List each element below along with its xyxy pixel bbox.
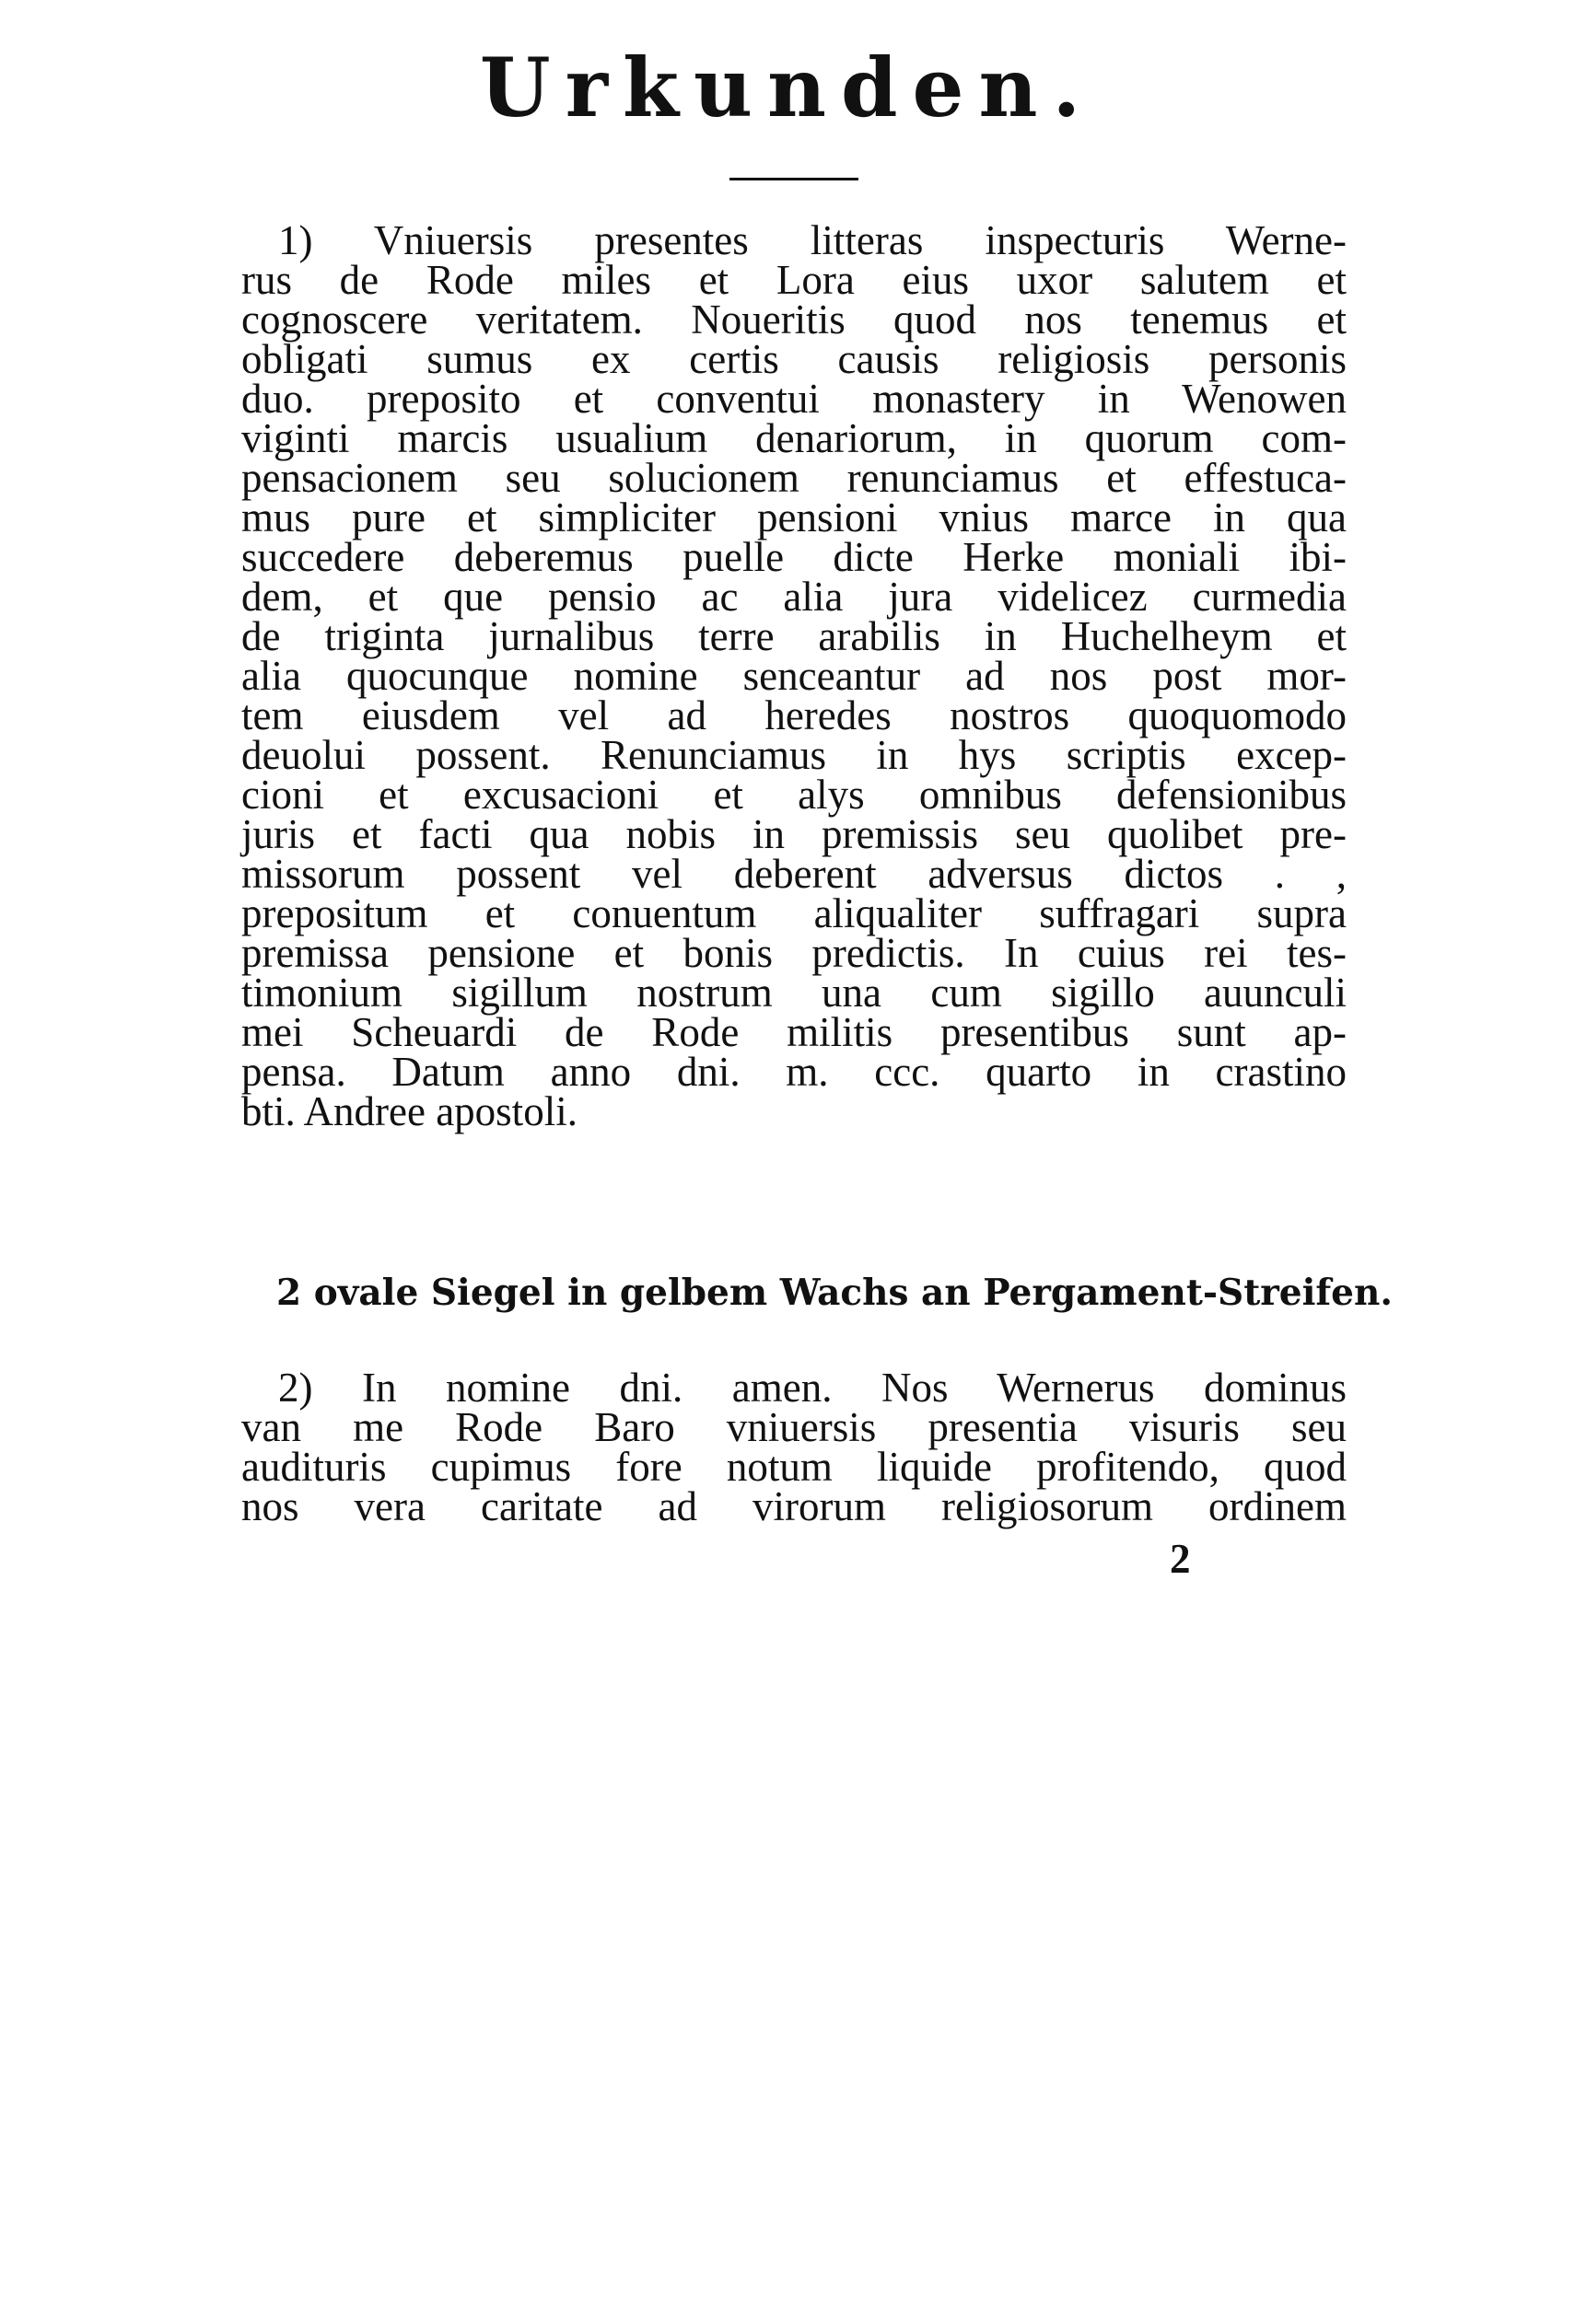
seal-description: 2 ovale Siegel in gelbem Wachs an Pergament-Streifen.	[276, 1272, 1393, 1314]
text-line: duo. preposito et conventui monastery in Wenowen	[241, 376, 1347, 422]
text-line: prepositum et conuentum aliqualiter suffragari supra	[241, 890, 1347, 936]
charter-2-text	[241, 1365, 1347, 1529]
title-divider	[729, 178, 858, 180]
text-line: pensacionem seu solucionem renunciamus et effestuca-	[241, 455, 1347, 501]
text-line: mus pure et simpliciter pensioni vnius marce in qua	[241, 494, 1347, 540]
text-line: van me Rode Baro vniuersis presentia visuris seu	[241, 1404, 1347, 1450]
charter-1-text	[241, 217, 1347, 1134]
text-line: cioni et excusacioni et alys omnibus defensionibus	[241, 772, 1347, 818]
text-line: obligati sumus ex certis causis religiosis personis	[241, 336, 1347, 382]
text-line: mei Scheuardi de Rode militis presentibus sunt ap-	[241, 1009, 1347, 1055]
text-line: bti. Andree apostoli.	[241, 1088, 578, 1134]
text-line: 1) Vniuersis presentes litteras inspecturis Werne-	[278, 217, 1347, 263]
text-line: de triginta jurnalibus terre arabilis in Huchelheym et	[241, 613, 1347, 659]
page-number: 2	[1170, 1536, 1191, 1582]
text-line: tem eiusdem vel ad heredes nostros quoquomodo	[241, 692, 1347, 738]
text-line: premissa pensione et bonis predictis. In cuius rei tes-	[241, 930, 1347, 976]
text-line: timonium sigillum nostrum una cum sigillo auunculi	[241, 970, 1347, 1016]
text-line: nos vera caritate ad virorum religiosorum ordinem	[241, 1483, 1347, 1529]
text-line: pensa. Datum anno dni. m. ccc. quarto in crastino	[241, 1049, 1347, 1095]
text-line: deuolui possent. Renunciamus in hys scriptis excep-	[241, 732, 1347, 778]
text-line: alia quocunque nomine senceantur ad nos post mor-	[241, 653, 1347, 699]
text-line: dem, et que pensio ac alia jura videlicez curmedia	[241, 574, 1347, 620]
text-line: audituris cupimus fore notum liquide profitendo, quod	[241, 1444, 1347, 1490]
text-line: 2) In nomine dni. amen. Nos Wernerus dominus	[278, 1365, 1347, 1411]
text-line: succedere deberemus puelle dicte Herke moniali ibi-	[241, 534, 1347, 580]
text-line: juris et facti qua nobis in premissis seu quolibet pre-	[241, 811, 1347, 857]
page-title: Urkunden.	[479, 40, 1096, 135]
text-line: rus de Rode miles et Lora eius uxor salutem et	[241, 257, 1347, 303]
text-line: viginti marcis usualium denariorum, in quorum com-	[241, 415, 1347, 461]
text-line: cognoscere veritatem. Noueritis quod nos tenemus et	[241, 296, 1347, 343]
text-line: missorum possent vel deberent adversus dictos . ,	[241, 851, 1347, 897]
